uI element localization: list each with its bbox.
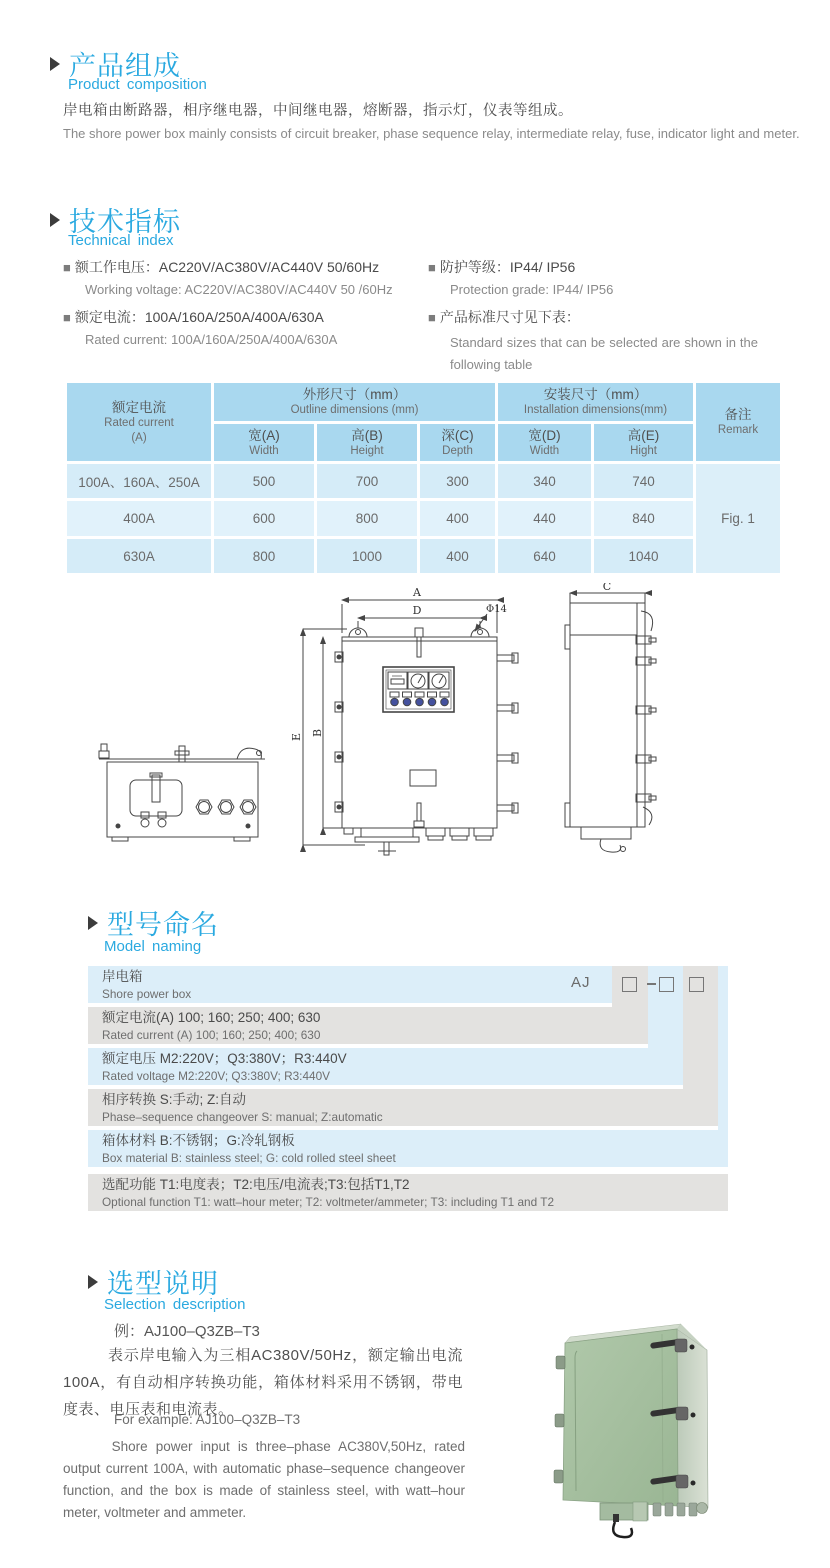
- model-code-box-2: [659, 977, 674, 992]
- dim-label-e: E: [290, 732, 303, 742]
- cell-value: 800: [213, 538, 316, 575]
- naming-row-box-material: 箱体材料 B:不锈钢；G:冷轧钢板 Box material B: stainless steel; G: cold rolled steel sheet: [102, 1133, 396, 1165]
- selection-title-en: Selection description: [104, 1296, 246, 1313]
- size-table: [64, 380, 783, 576]
- side-latches: [636, 611, 656, 825]
- naming-row-rated-current: 额定电流(A) 100; 160; 250; 400; 630 Rated current (A) 100; 160; 250; 400; 630: [102, 1010, 321, 1042]
- naming-title-en: Model naming: [104, 938, 202, 955]
- dia-label: Φ14: [486, 604, 507, 615]
- tech-item-sizes-zh: ■ 产品标准尺寸见下表：: [428, 309, 580, 325]
- dimension-drawing: [85, 583, 765, 888]
- square-bullet-icon: ■: [63, 260, 71, 275]
- model-naming-diagram: [88, 966, 728, 1216]
- cell-current: 400A: [66, 500, 213, 538]
- composition-body-en: The shore power box mainly consists of circuit breaker, phase sequence relay, intermediate relay, fuse, indicator light and meter.: [63, 126, 800, 141]
- dim-label-a: A: [413, 586, 421, 599]
- group-outline-dimensions-header: 外形尺寸（mm） Outline dimensions (mm): [213, 382, 497, 423]
- cell-value: 400: [419, 538, 497, 575]
- cell-value: 800: [316, 500, 419, 538]
- cell-value: 640: [497, 538, 593, 575]
- tech-item-protection-zh: ■ 防护等级：IP44/ IP56: [428, 259, 576, 275]
- technical-title-en: Technical index: [68, 232, 174, 249]
- naming-row-optional-function: 选配功能 T1:电度表；T2:电压/电流表;T3:包括T1,T2 Optional function T1: watt–hour meter; T2: voltmeter/ammeter; T3: including T1 and T2: [102, 1177, 555, 1209]
- table-row: [66, 538, 782, 575]
- naming-title-zh: 型号命名: [107, 910, 219, 940]
- cell-value: 840: [593, 500, 695, 538]
- square-bullet-icon: ■: [428, 260, 436, 275]
- cell-value: 340: [497, 463, 593, 500]
- model-code-box-3: [689, 977, 704, 992]
- cabinet-bottom-fittings: [600, 1502, 708, 1537]
- model-code-box-1: [622, 977, 637, 992]
- section-arrow-icon: [50, 213, 60, 227]
- subcol-hight-e: 高(E) Hight: [593, 423, 695, 463]
- cell-remark-fig: Fig. 1: [695, 463, 782, 575]
- naming-heading: [88, 903, 219, 942]
- product-photo: [545, 1298, 800, 1560]
- cell-value: 700: [316, 463, 419, 500]
- square-bullet-icon: ■: [428, 310, 436, 325]
- selection-body-zh: 表示岸电输入为三相AC380V/50Hz，额定输出电流100A，有自动相序转换功能，箱体材料采用不锈钢，带电度表、电压表和电流表。: [63, 1347, 463, 1418]
- control-panel: [383, 667, 454, 712]
- naming-row-rated-voltage: 额定电压 M2:220V；Q3:380V；R3:440V Rated voltage M2:220V; Q3:380V; R3:440V: [102, 1051, 347, 1083]
- cell-value: 300: [419, 463, 497, 500]
- table-row: [66, 463, 782, 500]
- dim-label-d: D: [412, 604, 422, 617]
- model-code-dash: [647, 983, 656, 985]
- composition-body-zh: 岸电箱由断路器，相序继电器，中间继电器，熔断器，指示灯，仪表等组成。: [63, 103, 573, 119]
- cell-value: 740: [593, 463, 695, 500]
- dim-label-c: C: [602, 583, 612, 593]
- subcol-depth-c: 深(C) Depth: [419, 423, 497, 463]
- cell-value: 1000: [316, 538, 419, 575]
- col-rated-current-header: 额定电流 Rated current (A): [66, 382, 213, 463]
- row-separator: [88, 1167, 728, 1174]
- cable-glands: [196, 800, 256, 814]
- selection-body-en: Shore power input is three–phase AC380V,50Hz, rated output current 100A, with automatic phase–sequence changeover function, and the box is made of stainless steel, with watt–hour meter, voltmeter and ammeter.: [63, 1439, 465, 1520]
- tech-item-sizes-en: Standard sizes that can be selected are shown in the following table: [450, 335, 758, 372]
- cell-value: 500: [213, 463, 316, 500]
- section-arrow-icon: [50, 57, 60, 71]
- tech-item-current-zh: ■ 额定电流：100A/160A/250A/400A/630A: [63, 309, 324, 325]
- cell-value: 440: [497, 500, 593, 538]
- cell-current: 630A: [66, 538, 213, 575]
- square-bullet-icon: ■: [63, 310, 71, 325]
- bottom-view: [99, 744, 265, 841]
- cell-value: 600: [213, 500, 316, 538]
- section-arrow-icon: [88, 916, 98, 930]
- table-row: [66, 500, 782, 538]
- subcol-width-a: 宽(A) Width: [213, 423, 316, 463]
- tech-item-voltage-en: Working voltage: AC220V/AC380V/AC440V 50 /60Hz: [85, 282, 393, 297]
- tech-item-current-en: Rated current: 100A/160A/250A/400A/630A: [85, 332, 338, 347]
- group-installation-dimensions-header: 安装尺寸（mm） Installation dimensions(mm): [497, 382, 695, 423]
- tech-item-voltage-zh: ■ 额工作电压：AC220V/AC380V/AC440V 50/60Hz: [63, 259, 380, 275]
- side-view: [565, 583, 656, 852]
- col-remark-header: 备注 Remark: [695, 382, 782, 463]
- latch-marks: [497, 653, 518, 813]
- tech-item-protection-en: Protection grade: IP44/ IP56: [450, 282, 614, 297]
- composition-title-zh: 产品组成: [69, 51, 181, 81]
- cell-value: 400: [419, 500, 497, 538]
- cell-current: 100A、160A、250A: [66, 463, 213, 500]
- naming-row-shore-power-box: 岸电箱 Shore power box: [102, 969, 192, 1001]
- selection-example-zh: 例：AJ100–Q3ZB–T3: [114, 1323, 260, 1340]
- section-arrow-icon: [88, 1275, 98, 1289]
- composition-title-en: Product composition: [68, 76, 207, 93]
- dim-label-b: B: [311, 728, 324, 738]
- indicator-lights: [390, 692, 449, 706]
- model-prefix: AJ: [571, 974, 591, 991]
- technical-title-zh: 技术指标: [69, 207, 181, 237]
- subcol-width-d: 宽(D) Width: [497, 423, 593, 463]
- cell-value: 1040: [593, 538, 695, 575]
- subcol-height-b: 高(B) Height: [316, 423, 419, 463]
- front-view: [290, 586, 518, 855]
- selection-example-en: For example: AJ100–Q3ZB–T3: [114, 1412, 301, 1427]
- selection-title-zh: 选型说明: [107, 1269, 219, 1299]
- nameplate: [410, 770, 436, 786]
- naming-row-phase-changeover: 相序转换 S:手动; Z:自动 Phase–sequence changeover S: manual; Z:automatic: [102, 1092, 383, 1124]
